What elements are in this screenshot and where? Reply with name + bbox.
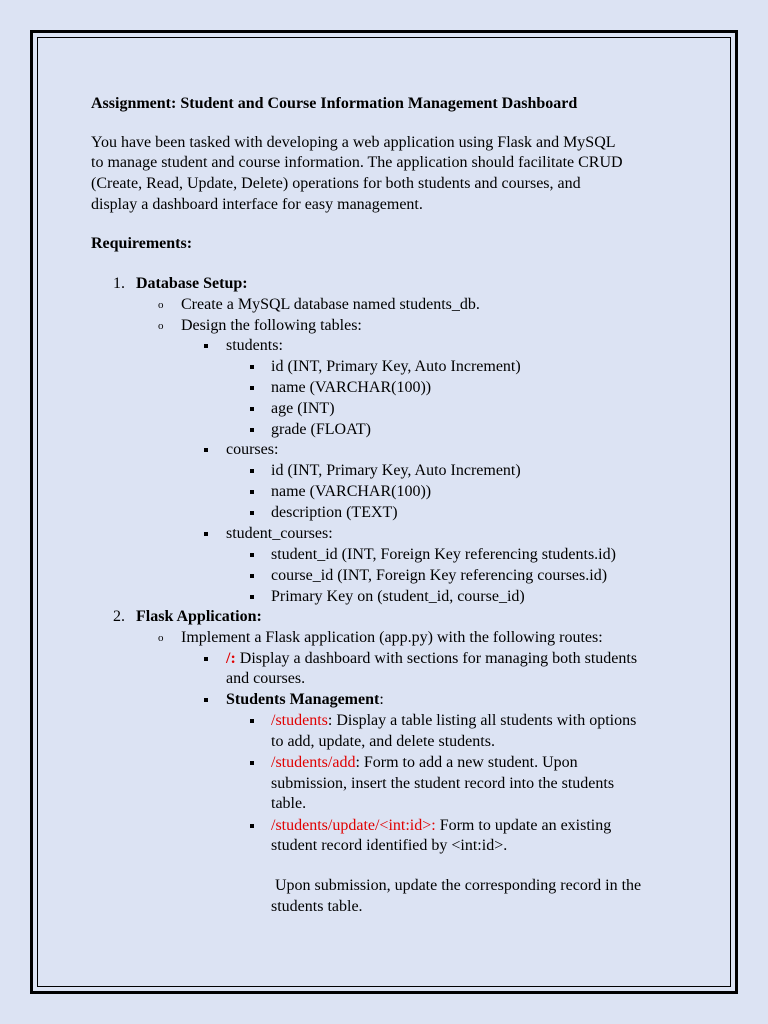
route-description: : Display a table listing all students with options: [327, 712, 637, 729]
circle-bullet-icon: o: [158, 299, 164, 311]
requirements-heading: Requirements:: [91, 235, 193, 252]
list-item: Implement a Flask application (app.py) with the following routes:: [181, 629, 603, 646]
route-note-cont: students table.: [271, 898, 363, 915]
square-bullet-icon: [250, 365, 254, 369]
field-item: name (VARCHAR(100)): [271, 379, 432, 396]
route-path: /students/update/<int:id>:: [271, 817, 436, 834]
square-bullet-icon: [250, 719, 254, 723]
route-item-root: [226, 649, 637, 669]
square-bullet-icon: [204, 698, 208, 702]
square-bullet-icon: [204, 344, 208, 348]
field-item: grade (FLOAT): [271, 421, 371, 438]
intro-line: You have been tasked with developing a web application using Flask and MySQL: [91, 134, 616, 151]
list-item: Create a MySQL database named students_db.: [181, 296, 480, 313]
field-item: Primary Key on (student_id, course_id): [271, 588, 525, 605]
intro-line: (Create, Read, Update, Delete) operations for both students and courses, and: [91, 175, 581, 192]
route-item-students-update: [271, 816, 611, 836]
route-description-cont: student record identified by <int:id>.: [271, 837, 508, 854]
intro-line: display a dashboard interface for easy management.: [91, 196, 423, 213]
square-bullet-icon: [204, 448, 208, 452]
square-bullet-icon: [250, 574, 254, 578]
field-item: course_id (INT, Foreign Key referencing courses.id): [271, 567, 608, 584]
circle-bullet-icon: o: [158, 320, 164, 332]
square-bullet-icon: [250, 511, 254, 515]
list-item: Design the following tables:: [181, 317, 362, 334]
square-bullet-icon: [250, 553, 254, 557]
students-management-heading: [226, 690, 384, 710]
field-item: description (TEXT): [271, 504, 398, 521]
field-item: student_id (INT, Foreign Key referencing students.id): [271, 546, 616, 563]
field-item: id (INT, Primary Key, Auto Increment): [271, 462, 521, 479]
document-title: Assignment: Student and Course Information Management Dashboard: [91, 95, 578, 112]
route-description: : Form to add a new student. Upon: [355, 754, 578, 771]
field-item: id (INT, Primary Key, Auto Increment): [271, 358, 521, 375]
route-item-students-add: [271, 753, 578, 773]
subsection-colon: :: [379, 691, 384, 708]
section-heading-flask-application: Flask Application:: [136, 608, 262, 625]
route-description: Display a dashboard with sections for managing both students: [235, 650, 638, 667]
table-name-students: students:: [226, 337, 283, 354]
section-heading-database-setup: Database Setup:: [136, 275, 248, 292]
intro-line: to manage student and course information. The application should facilitate CRUD: [91, 154, 623, 171]
table-name-courses: courses:: [226, 441, 279, 458]
square-bullet-icon: [250, 386, 254, 390]
square-bullet-icon: [250, 407, 254, 411]
route-description: Form to update an existing: [435, 817, 612, 834]
square-bullet-icon: [250, 824, 254, 828]
field-item: name (VARCHAR(100)): [271, 483, 432, 500]
square-bullet-icon: [250, 469, 254, 473]
circle-bullet-icon: o: [158, 632, 164, 644]
route-path: /students/add: [271, 754, 356, 771]
route-description-cont: table.: [271, 795, 307, 812]
subsection-title: Students Management: [226, 691, 380, 708]
square-bullet-icon: [250, 490, 254, 494]
route-description-cont: submission, insert the student record into the students: [271, 775, 615, 792]
section-number: 1.: [113, 275, 125, 292]
route-description-cont: and courses.: [226, 670, 306, 687]
square-bullet-icon: [250, 428, 254, 432]
square-bullet-icon: [204, 532, 208, 536]
square-bullet-icon: [250, 761, 254, 765]
route-path: /:: [226, 650, 236, 667]
route-note: Upon submission, update the corresponding record in the: [271, 877, 642, 894]
route-description-cont: to add, update, and delete students.: [271, 733, 495, 750]
square-bullet-icon: [250, 595, 254, 599]
route-path: /students: [271, 712, 328, 729]
square-bullet-icon: [204, 657, 208, 661]
section-number: 2.: [113, 608, 125, 625]
route-item-students: [271, 711, 636, 731]
field-item: age (INT): [271, 400, 335, 417]
table-name-student-courses: student_courses:: [226, 525, 333, 542]
